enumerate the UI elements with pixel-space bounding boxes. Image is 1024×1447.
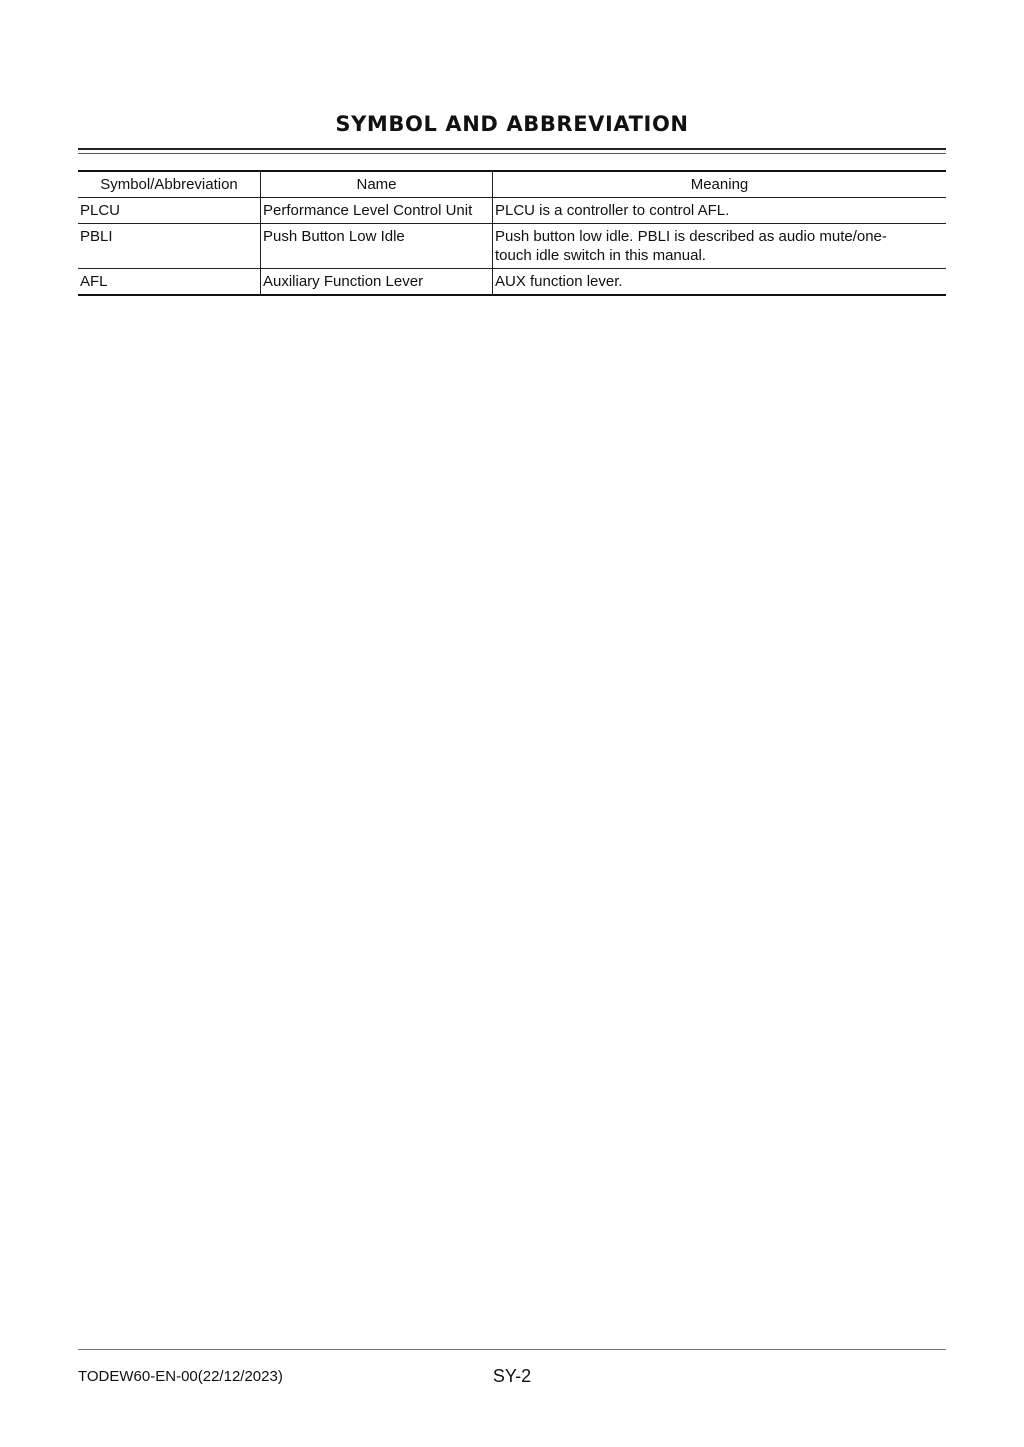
abbreviation-table xyxy=(78,170,946,296)
meaning-cell: PLCU is a controller to control AFL. xyxy=(493,198,947,224)
table-header-row xyxy=(78,171,946,198)
symbol-cell: PLCU xyxy=(78,198,261,224)
footer-divider xyxy=(78,1349,946,1350)
meaning-cell: AUX function lever. xyxy=(493,269,947,296)
column-header-symbol: Symbol/Abbreviation xyxy=(78,171,261,198)
meaning-line: Push button low idle. PBLI is described as audio mute/one- xyxy=(495,228,887,245)
name-cell: Push Button Low Idle xyxy=(261,224,493,269)
page-title: SYMBOL AND ABBREVIATION xyxy=(335,112,689,136)
column-header-name: Name xyxy=(261,171,493,198)
name-cell: Auxiliary Function Lever xyxy=(261,269,493,296)
meaning-cell xyxy=(493,224,947,269)
table-row xyxy=(78,198,946,224)
symbol-cell: PBLI xyxy=(78,224,261,269)
name-cell: Performance Level Control Unit xyxy=(261,198,493,224)
title-divider-thick xyxy=(78,148,946,150)
symbol-cell: AFL xyxy=(80,273,108,290)
document-code: TODEW60-EN-00(22/12/2023) xyxy=(78,1368,283,1385)
table-row xyxy=(78,269,946,296)
table-row xyxy=(78,224,946,269)
meaning-line: touch idle switch in this manual. xyxy=(495,247,706,264)
title-divider-thin xyxy=(78,153,946,154)
page-number: SY-2 xyxy=(492,1366,532,1386)
column-header-meaning: Meaning xyxy=(493,171,947,198)
